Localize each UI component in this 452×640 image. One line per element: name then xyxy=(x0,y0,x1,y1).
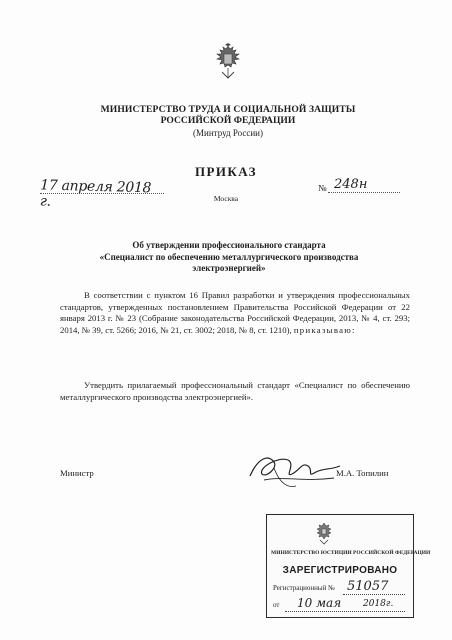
stamp-authority: МИНИСТЕРСТВО ЮСТИЦИИ РОССИЙСКОЙ ФЕДЕРАЦИИ xyxy=(271,550,431,556)
ministry-header xyxy=(70,104,386,139)
document-type-title: ПРИКАЗ xyxy=(195,164,257,179)
document-city: Москва xyxy=(213,194,239,203)
stamp-registered-label: ЗАРЕГИСТРИРОВАНО xyxy=(282,565,398,576)
signer-name: М.А. Топилин xyxy=(336,468,389,478)
stamp-eagle-emblem xyxy=(315,521,333,545)
stamp-reg-number-label: Регистрационный № xyxy=(273,584,335,592)
ministry-short-name: (Минтруд России) xyxy=(193,128,263,138)
double-headed-eagle-emblem xyxy=(213,42,243,80)
body-paragraph-1 xyxy=(60,290,410,336)
body-paragraph-2 xyxy=(60,380,410,403)
number-underline xyxy=(328,192,400,193)
ministry-name-line1: МИНИСТЕРСТВО ТРУДА И СОЦИАЛЬНОЙ ЗАЩИТЫ xyxy=(100,104,356,115)
document-subject xyxy=(74,240,384,275)
paragraph2-text: Утвердить прилагаемый профессиональный стандарт «Специалист по обеспечению металлургического производства электроэнергией». xyxy=(60,380,410,402)
number-sign: № xyxy=(318,183,327,193)
document-number: 248н xyxy=(334,177,368,192)
subject-line3: электроэнергией» xyxy=(192,263,266,273)
stamp-reg-number: 51057 xyxy=(347,579,389,594)
registration-stamp xyxy=(266,514,431,618)
stamp-number-underline xyxy=(343,594,405,595)
stamp-date-underline xyxy=(285,611,405,612)
document-date: 17 апреля 2018 г. xyxy=(39,177,152,210)
stamp-reg-date: 10 мая xyxy=(297,596,342,610)
stamp-reg-year: 2018г. xyxy=(363,599,394,609)
paragraph1-text: В соответствии с пунктом 16 Правил разработки и утверждения профессиональных стандартов, утвержденных постановлением Правительства Российской Федерации от 22 января 2013 г. № 23 (Собрание законодательства Российской Федерации, 2013, № 4, ст. 293; 2014, № 39, ст. 5266; 2016, № 21, ст. 3002; 2018, № 8, ст. 1210), xyxy=(60,290,410,335)
stamp-date-prefix: от xyxy=(273,601,280,609)
signer-title: Министр xyxy=(60,468,94,478)
ministry-name-line2: РОССИЙСКОЙ ФЕДЕРАЦИИ xyxy=(160,115,296,126)
subject-line2: «Специалист по обеспечению металлургического производства xyxy=(99,251,359,262)
subject-line1: Об утверждении профессионального стандарта xyxy=(132,240,326,250)
order-word: приказываю: xyxy=(293,324,356,335)
